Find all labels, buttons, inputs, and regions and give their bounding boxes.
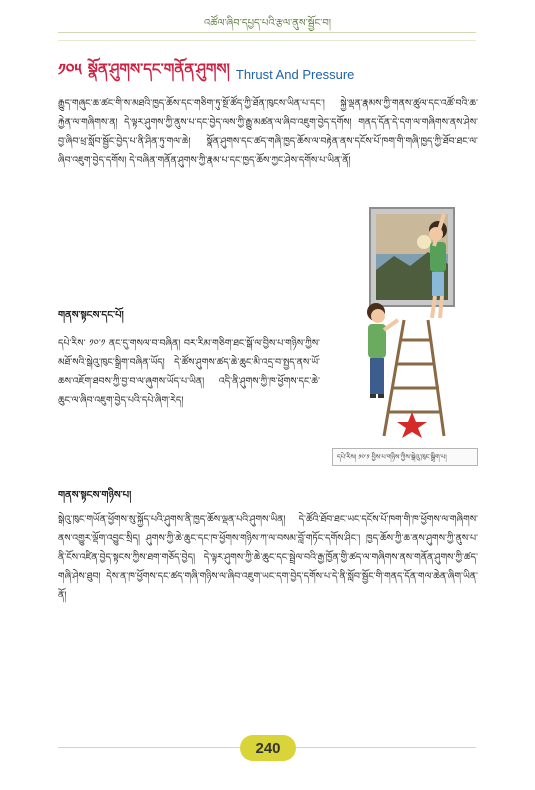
- intro-paragraph: རྒྱུད་གཞུང་ཆ་ཚང་གི་ས་མཐའི་ཁྱད་ཆོས་དང་གཅིག་ཏུ་སྔོ་ཚོད་ཀྱི་ཐོན་ཁུངས་ཡིན་པ་དང་། སྐྱེ་ལྡན་རྣམས་ཀྱི་གནས་ཚུལ་དང་འཚོ་བའི་ཆ་རྐྱེན་ལ་གཞིགས་ན། དེ་ལྟར་ཤུགས་ཀྱི་ནུས་པ་དང་བྱེད་ལས་ཀྱི་རྒྱུ་མཚན་ལ་ཞིབ་འཇུག་བྱེད་དགོས། གནད་དོན་དེ་དག་ལ་གཞིགས་ནས་ཤེས་བྱ་ཞིབ་ཕྲ་སློབ་སྦྱོང་བྱེད་པ་ནི་ཤིན་ཏུ་གལ་ཆེ། སྣོན་ཤུགས་དང་ཚད་གཞི་ཁྱད་ཆོས་ལ་བརྟེན་ནས་དངོས་པོ་ཁག་གི་གཞི་ཁྱད་ཀྱི་ཐོབ་ཐང་ལ་ཞིབ་འཇུག་བྱེད་དགོས། དེ་བཞིན་གནོན་ཤུགས་ཀྱི་རྣམ་པ་དང་ཁྱད་ཆོས་ཀྱང་ཤེས་དགོས་པ་ཡིན་ནོ།: [58, 98, 478, 166]
- section-title-tibetan: སྣོན་ཤུགས་དང་གནོན་ཤུགས།: [87, 60, 230, 78]
- header-divider-secondary: [58, 40, 476, 41]
- window-illustration: [332, 200, 478, 446]
- running-header: འཚོལ་ཞིབ་དཔྱད་པའི་རྩལ་ནུས་སྦྱོང་བ།: [204, 18, 331, 29]
- section-number: ༡༠༥: [58, 59, 82, 79]
- subheading-second: གནས་སྟངས་གཉིས་པ།: [58, 490, 132, 501]
- section-heading: [58, 59, 478, 86]
- sun-icon: [417, 235, 431, 249]
- explanation-paragraph: སྒེའུ་ཁུང་གཡོན་ཕྱོགས་སུ་སྐྱོད་པའི་ཤུགས་ནི་ཁྱད་ཆོས་ལྡན་པའི་ཤུགས་ཡིན། དེ་ཚོའི་ཐོབ་ཐང་ཡང་དངོས་པོ་ཁག་གི་ཁ་ཕྱོགས་ལ་གཞིགས་ནས་འགྱུར་ལྡོག་འབྱུང་སྲིད། ཤུགས་ཀྱི་ཆེ་ཆུང་དང་ཁ་ཕྱོགས་གཉིས་ཀ་ལ་བསམ་བློ་གཏོང་དགོས་ཤིང་། ཁྱད་ཆོས་ཀྱི་ཆ་ནས་ཤུགས་ཀྱི་ནུས་པ་ནི་ངོས་འཛིན་བྱེད་སྟངས་ཀྱིས་ཐག་གཅོད་བྱེད། དེ་ལྟར་ཤུགས་ཀྱི་ཆེ་ཆུང་དང་སྦྲེལ་བའི་རྒྱ་ཁྱོན་གྱི་ཚད་ལ་གཞིགས་ནས་གནོན་ཤུགས་ཀྱི་ཚད་གཞི་ཤེས་ཐུབ། དེས་ན་ཁ་ཕྱོགས་དང་ཚད་གཞི་གཉིས་ལ་ཞིབ་འཇུག་ཡང་དག་བྱེད་དགོས་པ་དེ་ནི་སློབ་སྦྱོང་གི་གནད་དོན་གལ་ཆེན་ཞིག་ཡིན་ནོ།: [58, 514, 478, 601]
- subheading-first: གནས་སྟངས་དང་པོ།: [58, 310, 124, 321]
- section-title-english: Thrust And Pressure: [235, 66, 355, 82]
- illustration-svg: [332, 200, 478, 446]
- page-number-badge: 240: [240, 735, 296, 761]
- star-icon: [397, 412, 427, 438]
- activity-paragraph: དཔེ་རིས་ ༡༠་༡ ནང་དུ་གསལ་བ་བཞིན། བར་རིམ་གཅིག་ཐང་སྒོ་ལ་བྱིས་པ་གཉིས་ཀྱིས་མཐོ་སའི་སྒེའུ་ཁུང་སྒྲིག་བཞིན་ཡོད། དེ་ཚོས་ཤུགས་ཚད་ཆེ་ཆུང་མི་འདྲ་བ་སྤྱད་ནས་ཡོ་ཆས་འཇོག་ཐབས་ཀྱི་བྱ་བ་ལ་ཞུགས་ཡོད་པ་ཡིན། འདི་ནི་ཤུགས་ཀྱི་ཁ་ཕྱོགས་དང་ཆེ་ཆུང་ལ་ཞིབ་འཇུག་བྱེད་པའི་དཔེ་ཞིག་རེད།: [58, 338, 320, 406]
- figure-caption: དཔེ་རིས། ༡༠་༡ བྱིས་པ་གཉིས་ཀྱིས་སྒེའུ་ཁུང་སྒྲིག་པ།: [332, 448, 478, 466]
- header-divider: [58, 32, 476, 33]
